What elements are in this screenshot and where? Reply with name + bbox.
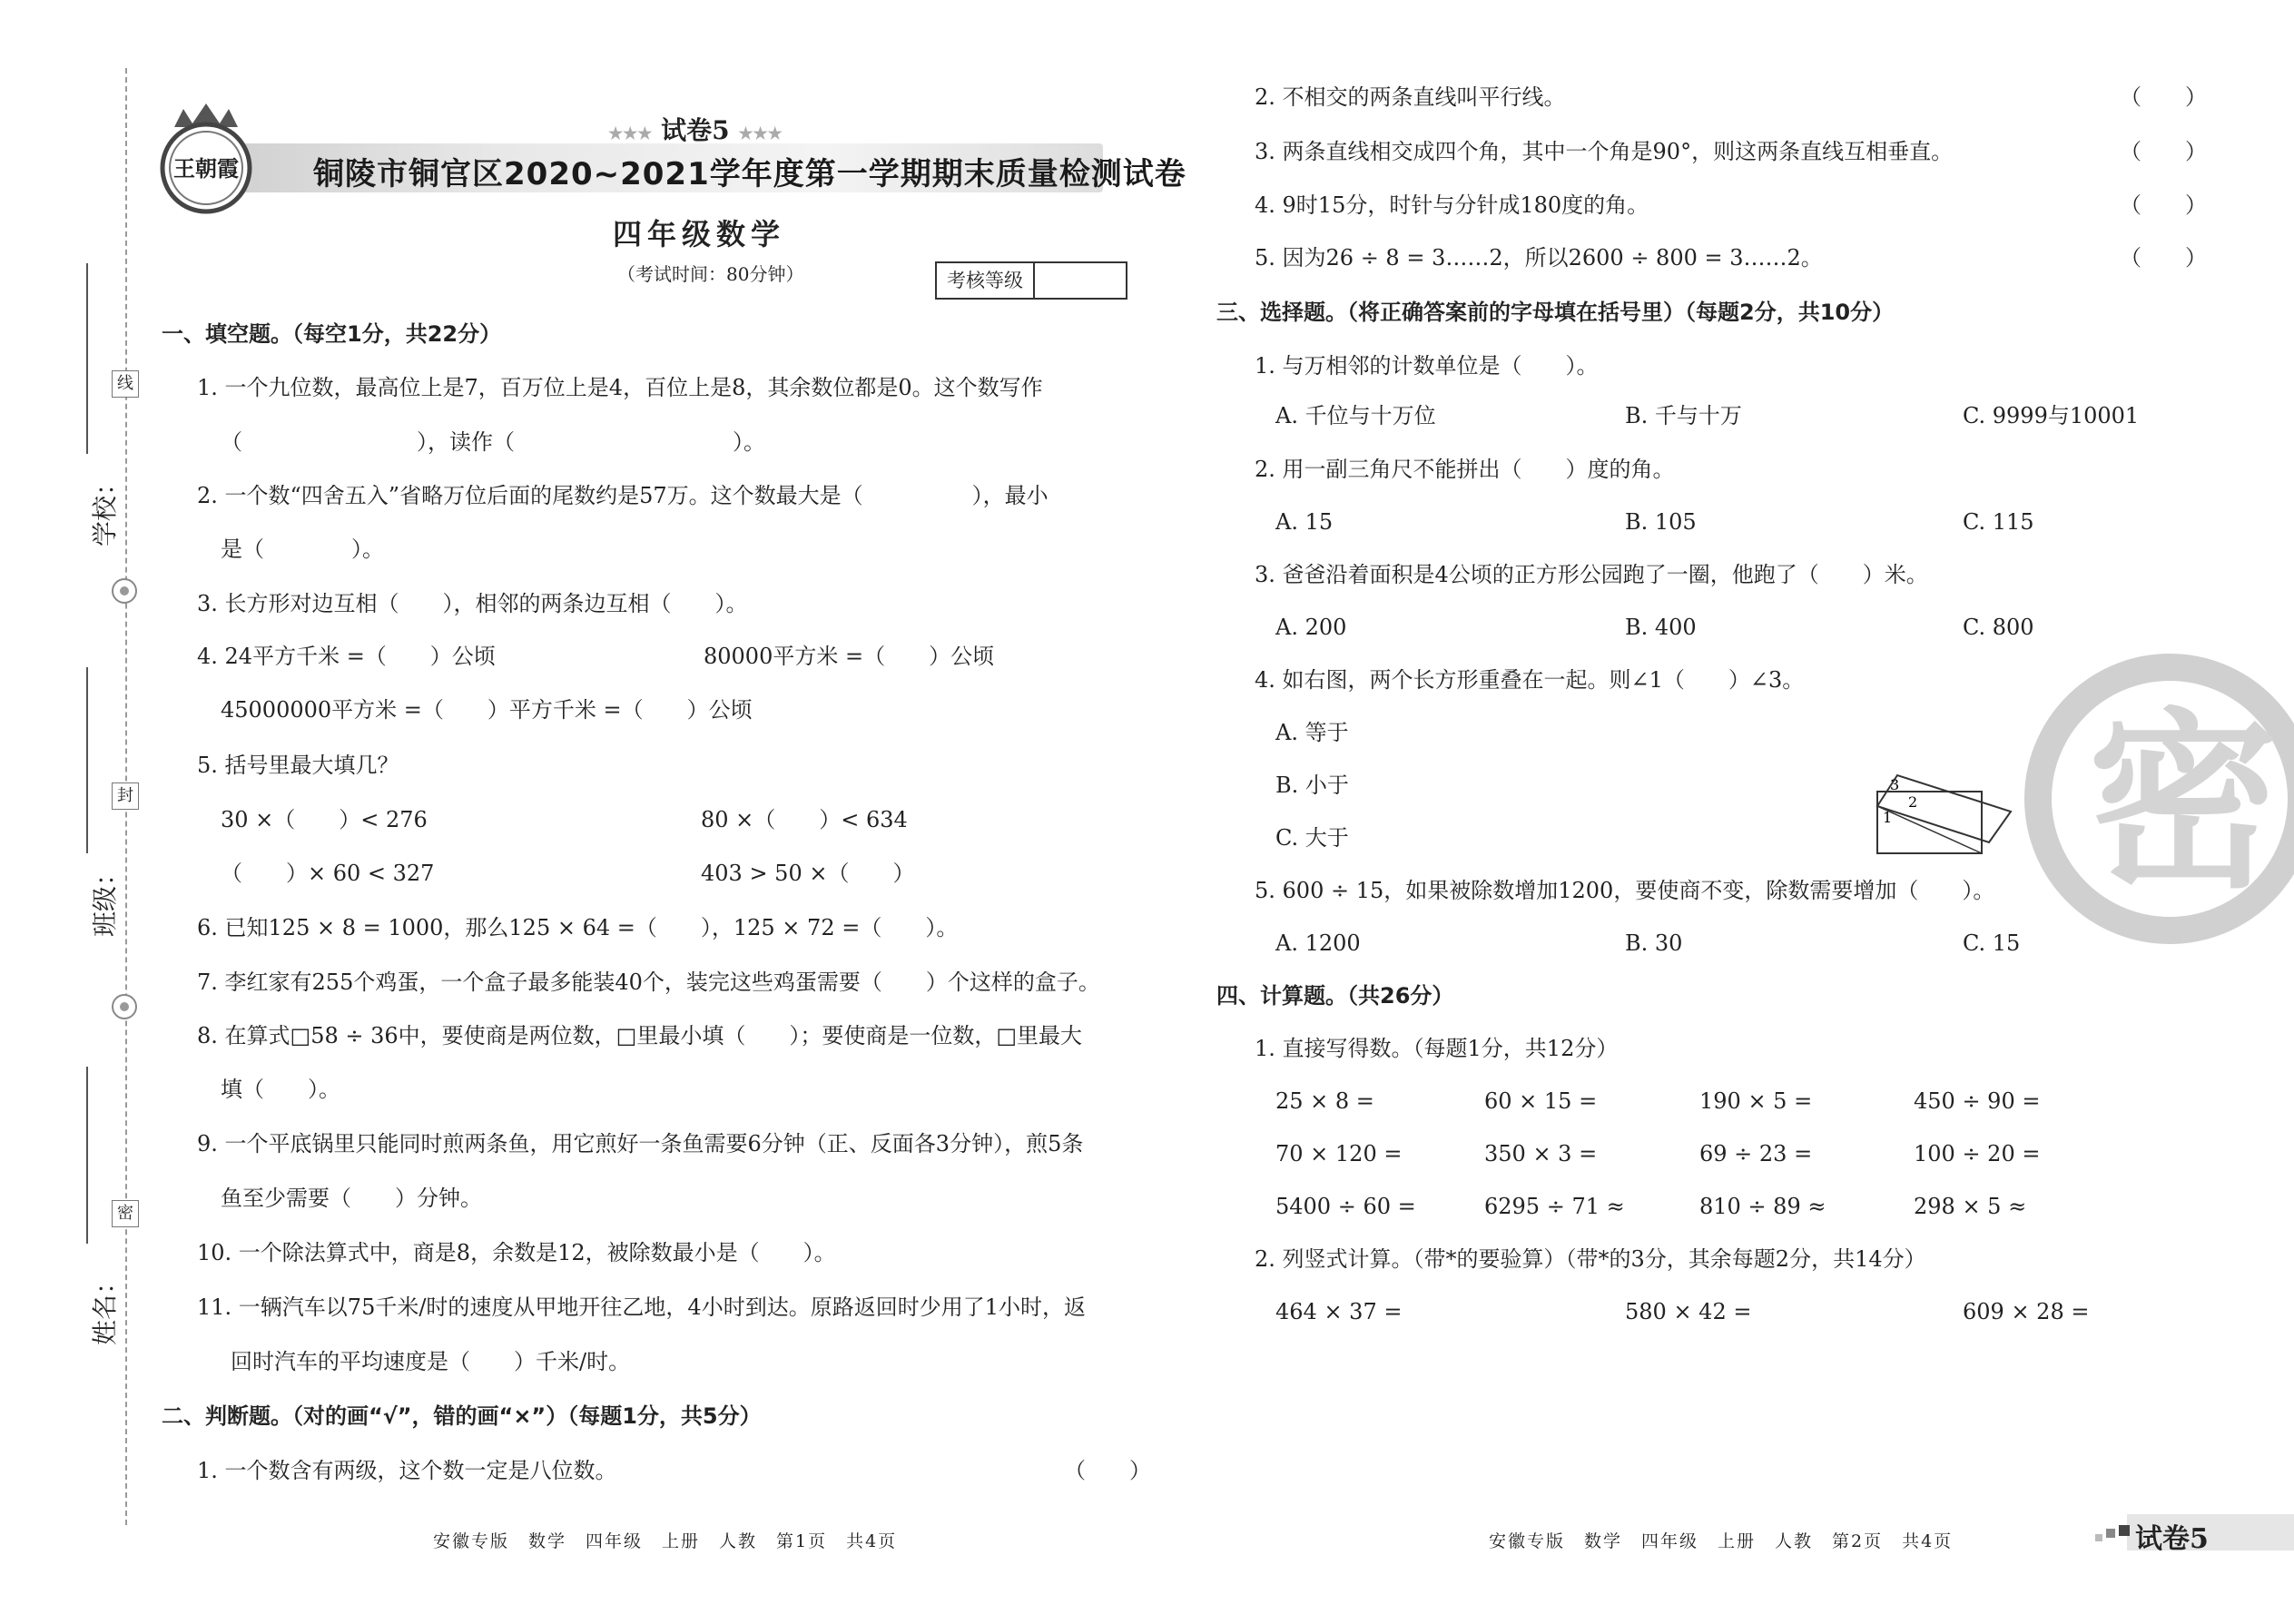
question-line: 298 × 5 ≈ — [1914, 1194, 2027, 1219]
question-line: 5. 括号里最大填几？ — [197, 753, 399, 778]
question-line: 4. 9时15分，时针与分针成180度的角。 — [1255, 192, 1649, 218]
corner-series-label: 试卷5 — [2135, 1523, 2209, 1555]
question-line: 403 > 50 ×（ ） — [701, 861, 915, 886]
question-line: （ ） — [1064, 1458, 1151, 1483]
question-line: 30 ×（ ）< 276 — [221, 807, 428, 832]
question-line: A. 等于 — [1275, 720, 1349, 745]
exam-title: 铜陵市铜官区2020~2021学年度第一学期期末质量检测试卷 — [313, 156, 1186, 192]
angle-1-label: 1 — [1883, 809, 1893, 826]
section-heading: 四、计算题。（共26分） — [1216, 983, 1454, 1009]
question-line: 10. 一个除法算式中，商是8，余数是12，被除数最小是（ ）。 — [197, 1240, 836, 1265]
question-line: （ ） — [2120, 84, 2207, 110]
question-line: 60 × 15 = — [1484, 1088, 1598, 1114]
question-line: 2. 列竖式计算。（带*的要验算）（带*的3分，其余每题2分，共14分） — [1255, 1246, 1926, 1272]
question-line: 3. 长方形对边互相（ ），相邻的两条边互相（ ）。 — [197, 591, 748, 616]
logo-text: 王朝霞 — [173, 155, 239, 182]
seal-secret-mark: 密 — [112, 1200, 139, 1227]
angle-3-label: 3 — [1890, 776, 1900, 793]
question-line: C. 9999与10001 — [1963, 403, 2140, 428]
question-line: C. 800 — [1963, 615, 2034, 640]
question-line: 是（ ）。 — [221, 536, 384, 562]
question-line: 80 ×（ ）< 634 — [701, 807, 908, 832]
question-line: 190 × 5 = — [1699, 1088, 1813, 1114]
question-line: 1. 一个九位数，最高位上是7，百万位上是4，百位上是8，其余数位都是0。这个数写作 — [197, 375, 1043, 400]
binding-hole-icon — [112, 994, 137, 1019]
question-line: 回时汽车的平均速度是（ ）千米/时。 — [231, 1349, 631, 1374]
question-line: 1. 一个数含有两级，这个数一定是八位数。 — [197, 1458, 617, 1483]
question-line: 2. 用一副三角尺不能拼出（ ）度的角。 — [1255, 457, 1675, 482]
subject-title: 四年级数学 — [613, 217, 786, 251]
footer-right: 安徽专版 数学 四年级 上册 人教 第2页 共4页 — [1489, 1531, 1954, 1551]
question-line: （ ） — [2120, 139, 2207, 164]
question-line: （ ）× 60 < 327 — [221, 861, 435, 886]
question-line: 7. 李红家有255个鸡蛋，一个盒子最多能装40个，装完这些鸡蛋需要（ ）个这样的盒子。 — [197, 969, 1100, 995]
grade-value-field[interactable] — [1037, 263, 1126, 298]
question-line: B. 105 — [1625, 509, 1697, 535]
question-line: 鱼至少需要（ ）分钟。 — [221, 1186, 482, 1211]
seal-line-mark: 线 — [112, 370, 139, 398]
star-icon: ★★★ — [738, 124, 783, 143]
question-line: 9. 一个平底锅里只能同时煎两条鱼，用它煎好一条鱼需要6分钟（正、反面各3分钟），煎5条 — [197, 1131, 1084, 1156]
question-line: （ ） — [2120, 192, 2207, 218]
secret-watermark-glyph: 密 — [2087, 692, 2279, 914]
section-heading: 一、填空题。（每空1分，共22分） — [162, 321, 502, 347]
question-line: B. 30 — [1625, 930, 1683, 956]
overlapping-rectangles-figure — [1870, 763, 2015, 862]
question-line: C. 大于 — [1275, 825, 1349, 851]
corner-squares-icon — [2095, 1525, 2130, 1543]
footer-left: 安徽专版 数学 四年级 上册 人教 第1页 共4页 — [433, 1531, 898, 1551]
question-line: 4. 24平方千米 =（ ）公顷 — [197, 644, 496, 669]
question-line: 1. 直接写得数。（每题1分，共12分） — [1255, 1036, 1619, 1061]
question-line: 2. 不相交的两条直线叫平行线。 — [1255, 84, 1566, 110]
question-line: 450 ÷ 90 = — [1914, 1088, 2041, 1114]
question-line: A. 1200 — [1275, 930, 1361, 956]
question-line: C. 115 — [1963, 509, 2034, 535]
question-line: B. 小于 — [1275, 773, 1349, 798]
question-line: 350 × 3 = — [1484, 1141, 1598, 1166]
school-blank[interactable] — [86, 263, 88, 454]
question-line: 11. 一辆汽车以75千米/时的速度从甲地开往乙地，4小时到达。原路返回时少用了1小时，返 — [197, 1294, 1086, 1320]
question-line: 5. 600 ÷ 15，如果被除数增加1200，要使商不变，除数需要增加（ ）。 — [1255, 878, 1995, 903]
question-line: 5. 因为26 ÷ 8 = 3……2，所以2600 ÷ 800 = 3……2。 — [1255, 245, 1823, 271]
question-line: 6. 已知125 × 8 = 1000，那么125 × 64 =（ ），125 × 72 =（ ）。 — [197, 915, 959, 940]
question-line: 69 ÷ 23 = — [1699, 1141, 1813, 1166]
question-line: 25 × 8 = — [1275, 1088, 1374, 1114]
question-line: 464 × 37 = — [1275, 1299, 1403, 1324]
question-line: 1. 与万相邻的计数单位是（ ）。 — [1255, 353, 1599, 379]
section-heading: 二、判断题。（对的画“√”，错的画“×”）（每题1分，共5分） — [162, 1403, 762, 1429]
question-line: 5400 ÷ 60 = — [1275, 1194, 1416, 1219]
question-line: A. 千位与十万位 — [1275, 403, 1436, 428]
question-line: 80000平方米 =（ ）公顷 — [704, 644, 995, 669]
question-line: 45000000平方米 =（ ）平方千米 =（ ）公顷 — [221, 697, 753, 723]
question-line: 580 × 42 = — [1625, 1299, 1752, 1324]
grade-label: 考核等级 — [937, 263, 1035, 298]
angle-2-label: 2 — [1908, 793, 1918, 811]
question-line: （ ），读作（ ）。 — [221, 429, 765, 455]
question-line: 6295 ÷ 71 ≈ — [1484, 1194, 1625, 1219]
question-line: B. 千与十万 — [1625, 403, 1742, 428]
question-line: B. 400 — [1625, 615, 1697, 640]
question-line: 609 × 28 = — [1963, 1299, 2090, 1324]
series-label — [608, 111, 783, 147]
question-line: 100 ÷ 20 = — [1914, 1141, 2041, 1166]
class-blank[interactable] — [86, 667, 88, 853]
question-line: 70 × 120 = — [1275, 1141, 1403, 1166]
question-line: 2. 一个数“四舍五入”省略万位后面的尾数约是57万。这个数最大是（ ），最小 — [197, 483, 1049, 508]
grade-box — [935, 261, 1127, 300]
question-line: 3. 两条直线相交成四个角，其中一个角是90°，则这两条直线互相垂直。 — [1255, 139, 1954, 164]
brand-logo — [156, 100, 256, 218]
question-line: 810 ÷ 89 ≈ — [1699, 1194, 1826, 1219]
question-line: A. 15 — [1275, 509, 1334, 535]
question-line: 4. 如右图，两个长方形重叠在一起。则∠1（ ）∠3。 — [1255, 667, 1805, 693]
section-heading: 三、选择题。（将正确答案前的字母填在括号里）（每题2分，共10分） — [1216, 300, 1895, 325]
name-blank[interactable] — [86, 1067, 88, 1244]
exam-time-note: （考试时间：80分钟） — [617, 263, 804, 285]
question-line: 填（ ）。 — [221, 1077, 340, 1102]
question-line: 3. 爸爸沿着面积是4公顷的正方形公园跑了一圈，他跑了（ ）米。 — [1255, 562, 1928, 587]
question-line: A. 200 — [1275, 615, 1347, 640]
class-label: 班级： — [90, 860, 121, 938]
binding-hole-icon — [112, 578, 137, 604]
question-line: C. 15 — [1963, 930, 2021, 956]
series-text: 试卷5 — [661, 115, 730, 145]
name-label: 姓名： — [90, 1268, 121, 1346]
question-line: （ ） — [2120, 245, 2207, 271]
seal-seal-mark: 封 — [112, 782, 139, 810]
school-label: 学校： — [90, 469, 121, 547]
star-icon: ★★★ — [608, 124, 653, 143]
question-line: 8. 在算式□58 ÷ 36中，要使商是两位数，□里最小填（ ）；要使商是一位数，□里最大 — [197, 1023, 1082, 1048]
